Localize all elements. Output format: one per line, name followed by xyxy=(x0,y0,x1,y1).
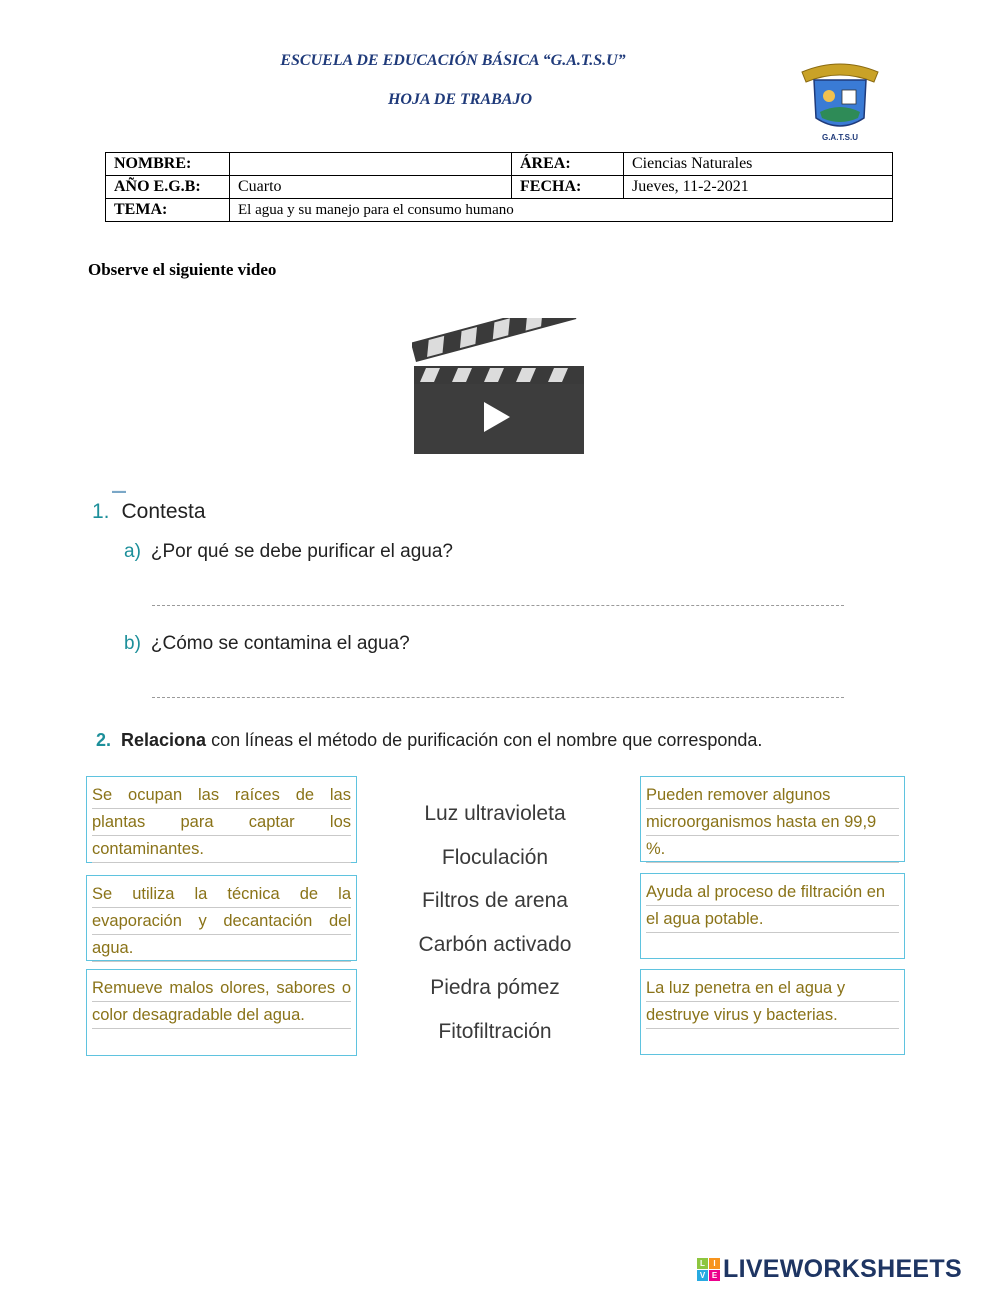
school-logo xyxy=(796,56,884,144)
right-match-box-2[interactable] xyxy=(640,873,905,959)
area-value: Ciencias Naturales xyxy=(624,153,893,176)
liveworksheets-tiles-icon xyxy=(697,1258,720,1281)
method-item[interactable]: Fitofiltración xyxy=(438,1019,552,1043)
section-2-number: 2. xyxy=(96,730,112,750)
video-player[interactable] xyxy=(412,318,584,456)
method-item[interactable]: Carbón activado xyxy=(418,932,572,956)
liveworksheets-logo[interactable] xyxy=(697,1255,962,1284)
section-2-title-rest: con líneas el método de purificación con el nombre que corresponda. xyxy=(206,730,763,750)
answer-a-line xyxy=(152,605,844,606)
left-match-box-2[interactable] xyxy=(86,875,357,961)
answer-b-line xyxy=(152,697,844,698)
answer-b-input[interactable] xyxy=(152,670,848,698)
student-info-table xyxy=(105,152,893,222)
answer-a-input[interactable] xyxy=(152,578,848,606)
fecha-label: FECHA: xyxy=(512,176,624,199)
tema-label: TEMA: xyxy=(106,199,230,222)
table-row xyxy=(106,199,893,222)
question-b xyxy=(124,633,410,655)
method-item[interactable]: Piedra pómez xyxy=(430,976,560,1000)
right-match-box-1[interactable] xyxy=(640,776,905,862)
school-name: ESCUELA DE EDUCACIÓN BÁSICA “G.A.T.S.U” xyxy=(280,52,626,69)
method-item[interactable]: Filtros de arena xyxy=(422,889,568,913)
left-box-text: Se utiliza la técnica de la evaporación y decantación del agua. xyxy=(92,881,351,962)
question-a-letter: a) xyxy=(124,541,141,562)
area-label: ÁREA: xyxy=(512,153,624,176)
section-1-heading xyxy=(92,500,206,524)
section-2-heading xyxy=(96,730,762,751)
section-2-title-bold: Relaciona xyxy=(121,730,207,750)
video-instruction: Observe el siguiente video xyxy=(88,260,277,279)
tile-e: E xyxy=(709,1270,720,1281)
question-a xyxy=(124,541,453,563)
decorative-mark: ▬▬ xyxy=(112,488,126,495)
svg-text:G.A.T.S.U: G.A.T.S.U xyxy=(821,133,859,142)
right-match-box-3[interactable] xyxy=(640,969,905,1055)
right-box-text: Pueden remover algunos microorganismos hasta en 99,9 %. xyxy=(646,782,899,863)
anio-value: Cuarto xyxy=(230,176,512,199)
tema-value: El agua y su manejo para el consumo humano xyxy=(230,199,893,222)
right-box-text: La luz penetra en el agua y destruye virus y bacterias. xyxy=(646,975,899,1054)
tile-v: V xyxy=(697,1270,708,1281)
anio-label: AÑO E.G.B: xyxy=(106,176,230,199)
question-a-text: ¿Por qué se debe purificar el agua? xyxy=(150,541,453,562)
tile-i: I xyxy=(709,1258,720,1269)
purification-methods-list xyxy=(395,797,595,1059)
question-b-text: ¿Cómo se contamina el agua? xyxy=(150,633,410,654)
worksheet-title: HOJA DE TRABAJO xyxy=(387,91,533,108)
left-box-text: Remueve malos olores, sabores o color desagradable del agua. xyxy=(92,975,351,1055)
section-1-title: Contesta xyxy=(121,500,206,523)
table-row xyxy=(106,176,893,199)
right-box-text: Ayuda al proceso de filtración en el agua potable. xyxy=(646,879,899,958)
method-item[interactable]: Floculación xyxy=(441,845,549,869)
table-row xyxy=(106,153,893,176)
clapper-icon xyxy=(412,318,584,454)
fecha-value: Jueves, 11-2-2021 xyxy=(624,176,893,199)
question-b-letter: b) xyxy=(124,633,141,654)
tile-l: L xyxy=(697,1258,708,1269)
method-item[interactable]: Luz ultravioleta xyxy=(424,802,566,825)
liveworksheets-brand-text: LIVEWORKSHEETS xyxy=(723,1255,962,1283)
nombre-field[interactable] xyxy=(230,153,512,176)
left-match-box-3[interactable] xyxy=(86,969,357,1056)
section-1-number: 1. xyxy=(92,500,110,523)
nombre-label: NOMBRE: xyxy=(106,153,230,176)
left-box-text: Se ocupan las raíces de las plantas para captar los contaminantes. xyxy=(92,782,351,863)
left-match-box-1[interactable] xyxy=(86,776,357,863)
